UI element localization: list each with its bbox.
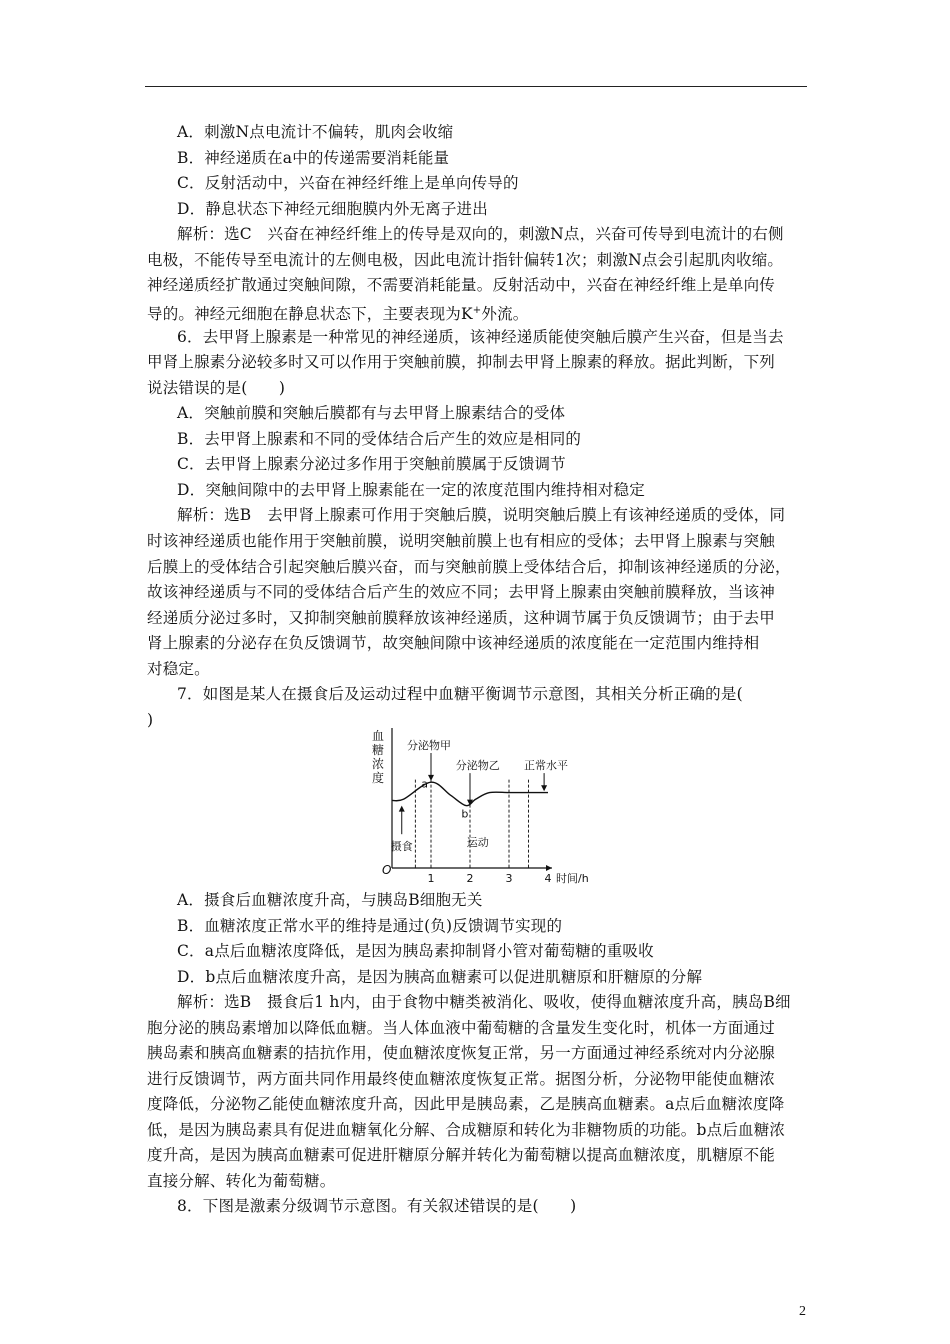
superscript-plus: + [472,305,482,316]
q7-analysis-line: 解析：选B 摄食后1 h内，由于食物中糖类被消化、吸收，使得血糖浓度升高，胰岛B细 [177,993,791,1011]
q5-analysis-line [147,300,528,325]
q7-analysis-line: 进行反馈调节，两方面共同作用最终使血糖浓度恢复正常。据图分析，分泌物甲能使血糖浓 [147,1070,776,1088]
q7-analysis-line: 胰岛素和胰高血糖素的拮抗作用，使血糖浓度恢复正常，另一方面通过神经系统对内分泌腺 [147,1044,776,1062]
y-axis-label-char: 血 [371,729,385,743]
q7-stem-line: ) [147,711,154,729]
page-number: 2 [799,1304,806,1319]
q5-analysis-text: 导的。神经元细胞在静息状态下，主要表现为K [147,305,473,324]
q7-option-a: A．摄食后血糖浓度升高，与胰岛B细胞无关 [177,891,483,909]
q5-option-a: A．刺激N点电流计不偏转，肌肉会收缩 [177,123,454,141]
q7-analysis-line: 直接分解、转化为葡萄糖。 [147,1172,336,1190]
q7-option-d: D．b点后血糖浓度升高，是因为胰高血糖素可以促进肌糖原和肝糖原的分解 [177,968,703,986]
annotation-secretion-b: 分泌物乙 [455,759,500,773]
q5-analysis-line: 电极，不能传导至电流计的左侧电极，因此电流计指针偏转1次；刺激N点会引起肌肉收缩。 [147,251,784,269]
q5-option-b: B．神经递质在a中的传递需要消耗能量 [177,149,450,167]
y-axis-label-char: 糖 [371,743,385,757]
blood-sugar-chart [360,722,620,887]
arrowhead-normal-level [541,785,547,791]
arrowhead-eat [399,806,405,812]
q5-analysis-text-end: 外流。 [481,305,529,324]
point-b-label: b [461,807,469,821]
q7-option-b: B．血糖浓度正常水平的维持是通过(负)反馈调节实现的 [177,917,563,935]
x-tick-label: 4 [544,872,552,885]
q6-analysis-line: 肾上腺素的分泌存在负反馈调节，故突触间隙中该神经递质的浓度能在一定范围内维持相 [147,634,760,652]
q7-analysis-line: 低，是因为胰岛素具有促进血糖氧化分解、合成糖原和转化为非糖物质的功能。b点后血糖浓 [147,1121,786,1139]
chart-labels [372,729,589,885]
q5-analysis-line: 解析：选C 兴奋在神经纤维上的传导是双向的，刺激N点，兴奋可传导到电流计的右侧 [177,225,784,243]
q6-option-c: C．去甲肾上腺素分泌过多作用于突触前膜属于反馈调节 [177,455,566,473]
annotation-exercise: 运动 [466,835,489,849]
header-rule [145,86,807,87]
q6-analysis-line: 经递质分泌过多时，又抑制突触前膜释放该神经递质，这种调节属于负反馈调节；由于去甲 [147,609,776,627]
x-axis-label: 时间/h [556,872,589,885]
y-axis-label-char: 度 [371,771,385,785]
q7-analysis-line: 胞分泌的胰岛素增加以降低血糖。当人体血液中葡萄糖的含量发生变化时，机体一方面通过 [147,1019,776,1037]
arrowhead-secretion-a [428,775,434,781]
q6-option-b: B．去甲肾上腺素和不同的受体结合后产生的效应是相同的 [177,430,582,448]
q7-option-c: C．a点后血糖浓度降低，是因为胰岛素抑制肾小管对葡萄糖的重吸收 [177,942,654,960]
q6-analysis-line: 后膜上的受体结合引起突触后膜兴奋，而与突触前膜上受体结合后，抑制该神经递质的分泌， [147,558,791,576]
y-axis-label-char: 浓 [371,757,385,771]
q6-option-a: A．突触前膜和突触后膜都有与去甲肾上腺素结合的受体 [177,404,566,422]
q7-analysis-line: 度升高，是因为胰高血糖素可促进肝糖原分解并转化为葡萄糖以提高血糖浓度，肌糖原不能 [147,1146,776,1164]
x-tick-label: 3 [505,872,513,885]
x-tick-label: 2 [466,872,474,885]
x-axis-arrow [546,865,552,871]
q6-option-d: D．突触间隙中的去甲肾上腺素能在一定的浓度范围内维持相对稳定 [177,481,645,499]
q5-option-c: C．反射活动中，兴奋在神经纤维上是单向传导的 [177,174,519,192]
point-a-label: a [421,777,428,791]
q7-stem-line: 7．如图是某人在摄食后及运动过程中血糖平衡调节示意图，其相关分析正确的是( [177,685,743,703]
q6-analysis-line: 故该神经递质与不同的受体结合后产生的效应不同；去甲肾上腺素由突触前膜释放，当该神 [147,583,776,601]
q6-stem-line: 甲肾上腺素分泌较多时又可以作用于突触前膜，抑制去甲肾上腺素的释放。据此判断，下列 [147,353,776,371]
q6-analysis-line: 解析：选B 去甲肾上腺素可作用于突触后膜，说明突触后膜上有该神经递质的受体，同 [177,506,786,524]
annotation-secretion-a: 分泌物甲 [407,739,451,752]
q5-option-d: D．静息状态下神经元细胞膜内外无离子进出 [177,200,488,218]
q6-stem-line: 6．去甲肾上腺素是一种常见的神经递质，该神经递质能使突触后膜产生兴奋，但是当去 [177,328,784,346]
q6-stem-line: 说法错误的是( ) [147,379,286,397]
q6-analysis-line: 时该神经递质也能作用于突触前膜，说明突触前膜上也有相应的受体；去甲肾上腺素与突触 [147,532,776,550]
q8-stem-line: 8．下图是激素分级调节示意图。有关叙述错误的是( ) [177,1197,577,1215]
annotation-eat: 摄食 [390,839,413,853]
q7-analysis-line: 度降低，分泌物乙能使血糖浓度升高，因此甲是胰岛素，乙是胰高血糖素。a点后血糖浓度降 [147,1095,785,1113]
annotation-normal-level: 正常水平 [524,759,569,773]
x-tick-label: 1 [427,872,435,885]
origin-label: O [382,863,392,877]
q6-analysis-line: 对稳定。 [147,660,210,678]
q5-analysis-line: 神经递质经扩散通过突触间隙，不需要消耗能量。反射活动中，兴奋在神经纤维上是单向传 [147,276,776,294]
